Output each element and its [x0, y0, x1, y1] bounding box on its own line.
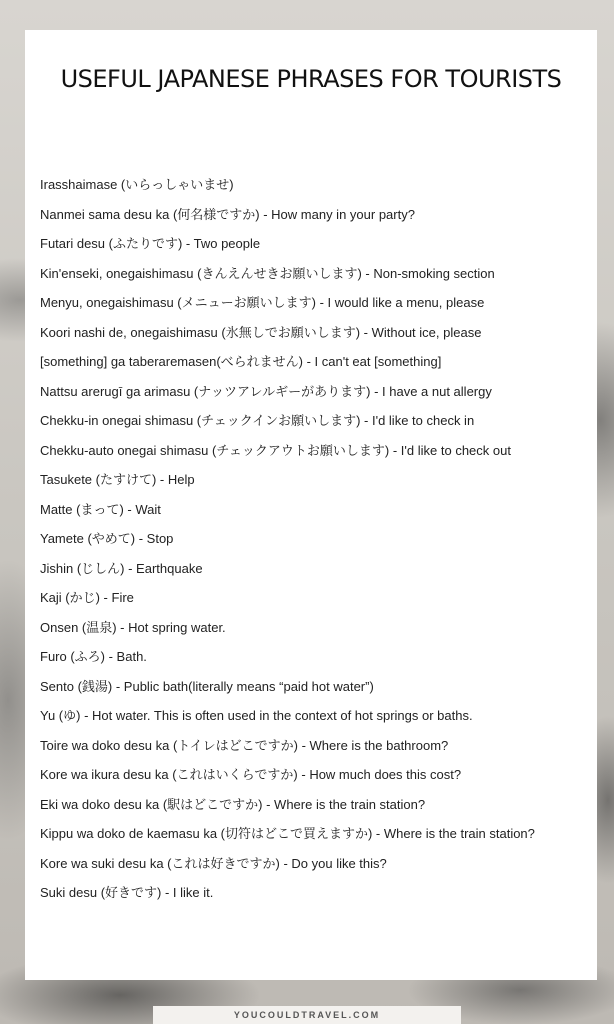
- phrase-item: Chekku-in onegai shimasu (チェックインお願いします) - I'd like to check in: [40, 413, 475, 428]
- phrase-item: Sento (銭湯) - Public bath(literally means “paid hot water”): [40, 678, 374, 694]
- phrase-item: Furo (ふろ) - Bath.: [40, 649, 147, 664]
- phrase-item: Yamete (やめて) - Stop: [40, 531, 174, 546]
- phrase-item: Irasshaimase (いらっしゃいませ): [40, 177, 234, 192]
- phrase-item: Chekku-auto onegai shimasu (チェックアウトお願いします) - I'd like to check out: [40, 442, 511, 458]
- phrase-item: Nattsu arerugī ga arimasu (ナッツアレルギーがあります) - I have a nut allergy: [40, 383, 492, 399]
- phrase-item: Suki desu (好きです) - I like it.: [40, 885, 214, 900]
- phrase-list: [40, 170, 535, 908]
- phrase-item: Kore wa ikura desu ka (これはいくらですか) - How much does this cost?: [40, 767, 462, 782]
- phrase-item: Onsen (温泉) - Hot spring water.: [40, 619, 226, 635]
- phrase-item: Kin'enseki, onegaishimasu (きんえんせきお願いします) - Non-smoking section: [40, 265, 495, 281]
- content-card: [25, 30, 597, 980]
- phrase-item: Kaji (かじ) - Fire: [40, 590, 134, 605]
- phrase-item: Nanmei sama desu ka (何名様ですか) - How many in your party?: [40, 206, 415, 222]
- phrase-item: Kore wa suki desu ka (これは好きですか) - Do you like this?: [40, 855, 387, 871]
- phrase-item: Matte (まって) - Wait: [40, 501, 161, 517]
- phrase-item: Jishin (じしん) - Earthquake: [40, 560, 203, 576]
- phrase-item: Menyu, onegaishimasu (メニューお願いします) - I would like a menu, please: [40, 295, 485, 310]
- phrase-item: Kippu wa doko de kaemasu ka (切符はどこで買えますか) - Where is the train station?: [40, 826, 535, 841]
- phrase-item: Futari desu (ふたりです) - Two people: [40, 236, 261, 251]
- phrase-item: Eki wa doko desu ka (駅はどこですか) - Where is the train station?: [40, 796, 426, 812]
- phrase-item: [something] ga taberaremasen(べられません) - I can't eat [something]: [40, 354, 442, 369]
- phrase-item: Koori nashi de, onegaishimasu (氷無しでお願いします) - Without ice, please: [40, 324, 482, 340]
- phrase-item: Toire wa doko desu ka (トイレはどこですか) - Where is the bathroom?: [40, 737, 449, 753]
- site-footer[interactable]: YOUCOULDTRAVEL.COM: [153, 1006, 461, 1024]
- phrase-item: Yu (ゆ) - Hot water. This is often used in the context of hot springs or baths.: [40, 708, 473, 723]
- page-title: USEFUL JAPANESE PHRASES FOR TOURISTS: [60, 65, 562, 93]
- phrase-item: Tasukete (たすけて) - Help: [40, 472, 195, 487]
